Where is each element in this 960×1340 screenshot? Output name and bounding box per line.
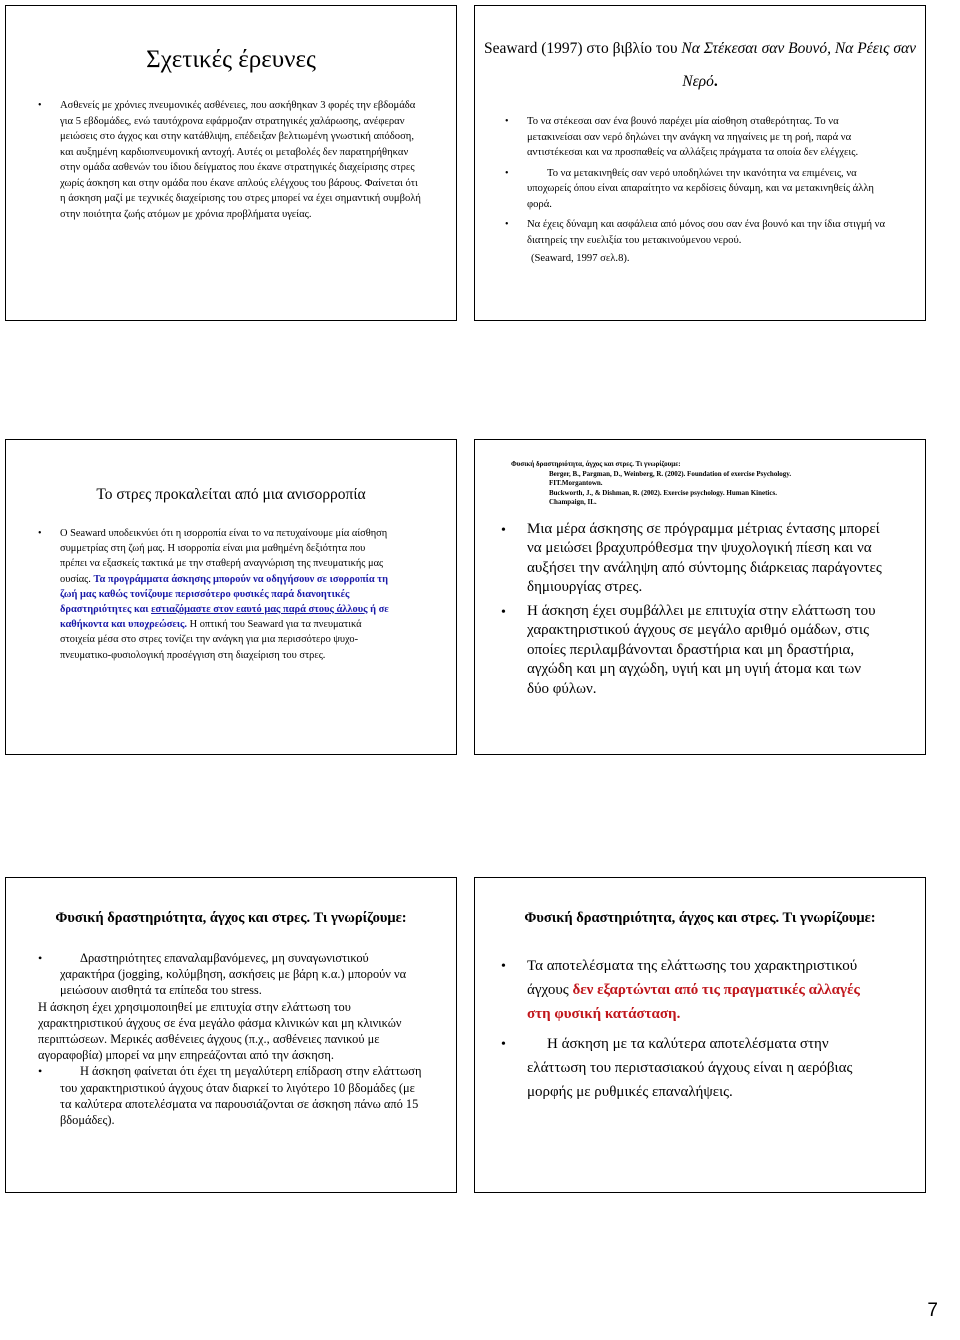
text-segment: Ο Seaward υποδεικνύει ότι η ισορροπία είναι το να πετυχαίνουμε μία αίσθηση συμμετρίας στη ζωή μας. Η ισορροπία είναι μια μαθημένη δεξιότητα που πρέπει να εξασκείς τακτικά με την σταθερή αναγνώριση της πνευματικής μας ουσίας. bbox=[60, 528, 388, 585]
bullet-icon: • bbox=[501, 1037, 506, 1052]
list-item-text: Το να στέκεσαι σαν ένα βουνό παρέχει μία αίσθηση σταθερότητας. Το να μετακινείσαι σαν νερό δηλώνει την ανάγκη να πηγαίνεις με τη ροή, παρά να αντιστέκεσαι και να προσπαθείς να αλλάξεις πράγματα τα οποία δεν ελέγχεις. bbox=[527, 116, 859, 158]
emphasis-underlined-text: εστιαζόμαστε στον εαυτό μας παρά στους άλλους bbox=[151, 604, 368, 616]
references bbox=[475, 440, 925, 508]
slide-3-list bbox=[6, 526, 456, 663]
bullet-icon: • bbox=[38, 1064, 43, 1079]
list-item bbox=[501, 954, 885, 1026]
slide-4-list bbox=[475, 508, 925, 700]
slide-5-title: Φυσική δραστηριότητα, άγχος και στρες. Τι γνωρίζουμε: bbox=[55, 910, 407, 926]
slide-3 bbox=[5, 439, 457, 755]
list-item bbox=[38, 98, 424, 222]
list-item-text: Η άσκηση έχει συμβάλλει με επιτυχία στην ελάττωση του χαρακτηριστικού άγχους σε μεγάλο αριθμό ομάδων, στις οποίες περιλαμβάνονται δραστήρια και μη δραστήρια, αγχώδη και μη αγχώδη, υγιή και μη υγιή άτομα και των δύο φύλων. bbox=[527, 602, 876, 697]
list-item bbox=[501, 520, 885, 598]
list-item bbox=[505, 166, 887, 213]
bullet-icon: • bbox=[38, 528, 42, 539]
slide-6 bbox=[474, 877, 926, 1193]
slide-1-list bbox=[6, 98, 456, 222]
emphasis-text: δεν εξαρτώνται από τις πραγματικές αλλαγές στη φυσική κατάσταση. bbox=[527, 982, 860, 1022]
list-item-text: Το να μετακινηθείς σαν νερό υποδηλώνει την ικανότητα να επιμένεις, να υποχωρείς όπου είναι απαραίτητο να κερδίσεις δύναμη, και να μετακινηθείς άλλη φορά. bbox=[527, 167, 874, 210]
slide-4 bbox=[474, 439, 926, 755]
slide-5-body bbox=[6, 928, 456, 1128]
list-item bbox=[38, 950, 426, 999]
slide-6-title: Φυσική δραστηριότητα, άγχος και στρες. Τι γνωρίζουμε: bbox=[524, 910, 876, 926]
slide-6-list bbox=[475, 928, 925, 1104]
emphasis-text: ή σε καθήκοντα και υποχρεώσεις. bbox=[60, 604, 389, 631]
citation: (Seaward, 1997 σελ.8). bbox=[531, 253, 630, 264]
slide-2-list bbox=[475, 104, 925, 248]
list-item bbox=[38, 526, 394, 663]
title-end: . bbox=[713, 73, 718, 90]
reference-heading: Φυσική δραστηριότητα, άγχος και στρες. Τι γνωρίζουμε: bbox=[511, 460, 681, 468]
list-item bbox=[505, 217, 887, 248]
slide-1-title: Σχετικές έρευνες bbox=[146, 46, 316, 73]
bullet-icon: • bbox=[505, 167, 509, 179]
slide-1 bbox=[5, 5, 457, 321]
bullet-icon: • bbox=[501, 522, 506, 538]
slide-3-title: Το στρες προκαλείται από μια ανισορροπία bbox=[96, 486, 366, 503]
list-item-text: Τα αποτελέσματα της ελάττωσης του χαρακτηριστικού άγχους bbox=[527, 958, 858, 998]
bullet-icon: • bbox=[505, 219, 509, 230]
list-item bbox=[501, 1032, 885, 1104]
list-item-text: Να έχεις δύναμη και ασφάλεια από μόνος σου σαν ένα βουνό και την ίδια στιγμή να διατηρείς την ευελιξία του μετακινούμενου νερού. bbox=[527, 219, 886, 246]
reference-line: Buckworth, J., & Dishman, R. (2002). Exercise psychology. Human Kinetics. bbox=[549, 488, 777, 497]
reference-line: FIT.Morgantown. bbox=[549, 479, 603, 487]
bullet-icon: • bbox=[501, 604, 506, 620]
text-segment: Η οπτική του Seaward για τα πνευματικά στοιχεία μέσα στο στρες τονίζει την ανάγκη για μια περισσότερο ψυχο-πνευματικο-φυσιολογική προσέγγιση στη διαχείριση του στρες. bbox=[60, 619, 362, 661]
title-italic: Να Στέκεσαι σαν Βουνό, Να Ρέεις σαν Νερό bbox=[681, 40, 917, 90]
page-number: 7 bbox=[927, 1300, 938, 1321]
paragraph: Η άσκηση έχει χρησιμοποιηθεί με επιτυχία στην ελάττωση του χαρακτηριστικού άγχους σε ένα μεγάλο φάσμα κλινικών και μη κλινικών περιπτώσεων. Μερικές ασθένειες άγχους (π.χ., ασθένειες πανικού με αγοραφοβία) μπορεί να μην επηρεάζονται από την άσκηση. bbox=[38, 999, 402, 1063]
list-item-text: Η άσκηση φαίνεται ότι έχει τη μεγαλύτερη επίδραση στην ελάττωση του χαρακτηριστικού άγχους όταν διαρκεί το λιγότερο 10 βδομάδες (με τα καλύτερα αποτελέσματα να παρουσιάζονται σε άσκηση πάνω από 15 βδομάδες). bbox=[60, 1064, 422, 1128]
reference-line: Champaign, IL. bbox=[549, 498, 597, 506]
emphasis-text: Τα προγράμματα άσκησης μπορούν να οδηγήσουν σε ισορροπία τη ζωή μας καθώς τονίζουμε περισσότερο φυσικές παρά διανοητικές δραστηριότητες και bbox=[60, 573, 388, 616]
list-item-text: Δραστηριότητες επαναλαμβανόμενες, μη συναγωνιστικού χαρακτήρα (jogging, κολύμβηση, ασκήσεις με βάρη κ.α.) μπορούν να μειώσουν αισθητά τα επίπεδα του stress. bbox=[60, 951, 407, 998]
slide-1-text: Ασθενείς με χρόνιες πνευμονικές ασθένειες, που ασκήθηκαν 3 φορές την εβδομάδα για 5 εβδομάδες, ενώ ταυτόχρονα εφάρμοζαν στρατηγικές χαλάρωσης, ανέφεραν μειώσεις στο άγχος και στην κατάθλιψη, επέδειξαν βελτιωμένη γνωστική απόδοση, και αυξημένη καρδιοπνευμονική αντοχή. Αυτές οι μεταβολές δεν παρατηρήθηκαν στην ομάδα ασθενών του ίδιου δείγματος που έκανε στρατηγικές διαχείρισης στρες χωρίς άσκηση και στην ομάδα που έκανε απλούς ελέγχους του βάρους. Φαίνεται ότι η άσκηση μαζί με τεχνικές διαχείρισης του στρες μπορεί να έχει σημαντική συμβολή στην ποιότητα ζωής ατόμων με χρόνια προβλήματα υγείας. bbox=[60, 100, 421, 220]
bullet-icon: • bbox=[38, 951, 43, 965]
slide-2 bbox=[474, 5, 926, 321]
list-item bbox=[38, 1063, 426, 1128]
reference-line: Berger, B., Pargman, D., Weinberg, R. (2002). Foundation of exercise Psychology. bbox=[549, 469, 792, 478]
list-item-text: Η άσκηση με τα καλύτερα αποτελέσματα στην ελάττωση του περιστασιακού άγχους είναι η αερόβιας μορφής με ρυθμικές επαναλήψεις. bbox=[527, 1036, 853, 1100]
bullet-icon: • bbox=[38, 100, 42, 111]
bullet-icon: • bbox=[501, 959, 506, 974]
list-item bbox=[505, 114, 887, 161]
list-item-text: Μια μέρα άσκησης σε πρόγραμμα μέτριας έντασης μπορεί να μειώσει βραχυπρόθεσμα την ψυχολογική πίεση και να αυξήσει την ανάληψη από σύντομης διάρκειας παράγοντες δημιουργίας στρες. bbox=[527, 520, 882, 595]
slide-5 bbox=[5, 877, 457, 1193]
slide-2-title bbox=[475, 32, 925, 98]
list-item bbox=[501, 602, 885, 700]
title-plain: Seaward (1997) στο βιβλίο του bbox=[483, 40, 682, 57]
bullet-icon: • bbox=[505, 116, 509, 127]
